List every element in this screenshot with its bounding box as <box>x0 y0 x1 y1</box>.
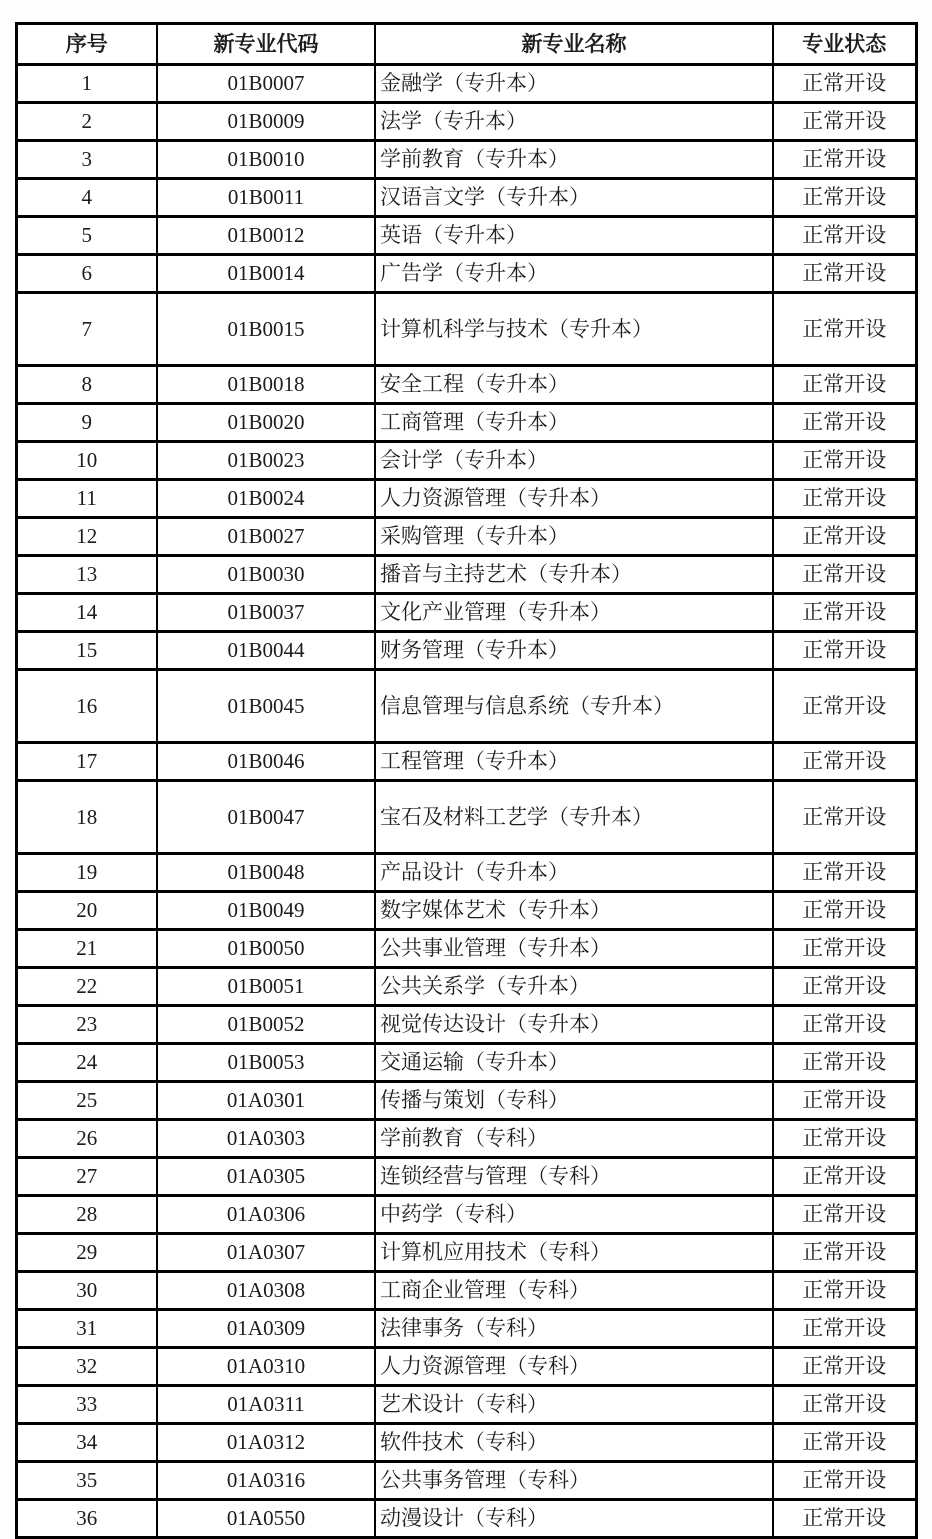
cell-code: 01B0027 <box>157 518 375 556</box>
cell-index: 12 <box>16 518 157 556</box>
table-row <box>16 1462 916 1500</box>
cell-index: 3 <box>16 141 157 179</box>
cell-status: 正常开设 <box>773 556 916 594</box>
cell-status: 正常开设 <box>773 892 916 930</box>
cell-index: 14 <box>16 594 157 632</box>
table-row <box>16 781 916 854</box>
header-cell-status: 专业状态 <box>773 24 916 65</box>
cell-index: 17 <box>16 743 157 781</box>
table-row <box>16 1006 916 1044</box>
cell-name: 人力资源管理（专科） <box>375 1348 773 1386</box>
cell-index: 32 <box>16 1348 157 1386</box>
cell-status: 正常开设 <box>773 1234 916 1272</box>
cell-index: 31 <box>16 1310 157 1348</box>
cell-name: 宝石及材料工艺学（专升本） <box>375 781 773 854</box>
cell-code: 01B0037 <box>157 594 375 632</box>
cell-name: 视觉传达设计（专升本） <box>375 1006 773 1044</box>
table-row <box>16 518 916 556</box>
cell-status: 正常开设 <box>773 65 916 103</box>
table-row <box>16 366 916 404</box>
cell-index: 27 <box>16 1158 157 1196</box>
cell-name: 公共关系学（专升本） <box>375 968 773 1006</box>
cell-code: 01B0024 <box>157 480 375 518</box>
cell-status: 正常开设 <box>773 217 916 255</box>
table-row <box>16 1082 916 1120</box>
cell-code: 01B0015 <box>157 293 375 366</box>
cell-name: 工商企业管理（专科） <box>375 1272 773 1310</box>
cell-code: 01A0316 <box>157 1462 375 1500</box>
cell-name: 汉语言文学（专升本） <box>375 179 773 217</box>
cell-index: 6 <box>16 255 157 293</box>
table-row <box>16 1158 916 1196</box>
table-row <box>16 968 916 1006</box>
cell-status: 正常开设 <box>773 179 916 217</box>
cell-index: 8 <box>16 366 157 404</box>
cell-code: 01A0550 <box>157 1500 375 1538</box>
cell-index: 33 <box>16 1386 157 1424</box>
cell-status: 正常开设 <box>773 930 916 968</box>
cell-index: 13 <box>16 556 157 594</box>
cell-status: 正常开设 <box>773 968 916 1006</box>
cell-code: 01B0018 <box>157 366 375 404</box>
cell-code: 01B0046 <box>157 743 375 781</box>
cell-index: 24 <box>16 1044 157 1082</box>
cell-status: 正常开设 <box>773 366 916 404</box>
cell-name: 金融学（专升本） <box>375 65 773 103</box>
cell-name: 中药学（专科） <box>375 1196 773 1234</box>
cell-code: 01B0049 <box>157 892 375 930</box>
cell-status: 正常开设 <box>773 480 916 518</box>
cell-status: 正常开设 <box>773 1044 916 1082</box>
cell-code: 01B0050 <box>157 930 375 968</box>
cell-name: 动漫设计（专科） <box>375 1500 773 1538</box>
cell-status: 正常开设 <box>773 293 916 366</box>
table-row <box>16 743 916 781</box>
cell-index: 1 <box>16 65 157 103</box>
table-row <box>16 1348 916 1386</box>
cell-index: 20 <box>16 892 157 930</box>
cell-code: 01A0303 <box>157 1120 375 1158</box>
cell-code: 01B0012 <box>157 217 375 255</box>
cell-index: 11 <box>16 480 157 518</box>
cell-status: 正常开设 <box>773 854 916 892</box>
header-row <box>16 24 916 65</box>
cell-index: 23 <box>16 1006 157 1044</box>
table-row <box>16 293 916 366</box>
cell-name: 信息管理与信息系统（专升本） <box>375 670 773 743</box>
cell-index: 25 <box>16 1082 157 1120</box>
cell-code: 01A0310 <box>157 1348 375 1386</box>
cell-code: 01A0311 <box>157 1386 375 1424</box>
cell-status: 正常开设 <box>773 1120 916 1158</box>
cell-index: 35 <box>16 1462 157 1500</box>
cell-code: 01A0312 <box>157 1424 375 1462</box>
cell-code: 01B0053 <box>157 1044 375 1082</box>
table-row <box>16 404 916 442</box>
cell-code: 01B0044 <box>157 632 375 670</box>
cell-name: 产品设计（专升本） <box>375 854 773 892</box>
cell-code: 01B0047 <box>157 781 375 854</box>
cell-name: 会计学（专升本） <box>375 442 773 480</box>
cell-name: 数字媒体艺术（专升本） <box>375 892 773 930</box>
cell-index: 4 <box>16 179 157 217</box>
cell-status: 正常开设 <box>773 1272 916 1310</box>
cell-code: 01B0020 <box>157 404 375 442</box>
table-row <box>16 1424 916 1462</box>
table-row <box>16 442 916 480</box>
table-row <box>16 103 916 141</box>
table-row <box>16 930 916 968</box>
table-row <box>16 141 916 179</box>
table-row <box>16 854 916 892</box>
cell-index: 29 <box>16 1234 157 1272</box>
cell-status: 正常开设 <box>773 1500 916 1538</box>
cell-name: 人力资源管理（专升本） <box>375 480 773 518</box>
cell-code: 01B0010 <box>157 141 375 179</box>
cell-status: 正常开设 <box>773 1196 916 1234</box>
table-row <box>16 179 916 217</box>
cell-code: 01A0306 <box>157 1196 375 1234</box>
header-cell-code: 新专业代码 <box>157 24 375 65</box>
table-row <box>16 255 916 293</box>
table-row <box>16 1234 916 1272</box>
table-row <box>16 1386 916 1424</box>
cell-name: 法学（专升本） <box>375 103 773 141</box>
cell-name: 工程管理（专升本） <box>375 743 773 781</box>
cell-index: 7 <box>16 293 157 366</box>
cell-status: 正常开设 <box>773 781 916 854</box>
cell-code: 01B0011 <box>157 179 375 217</box>
cell-status: 正常开设 <box>773 518 916 556</box>
cell-name: 传播与策划（专科） <box>375 1082 773 1120</box>
cell-status: 正常开设 <box>773 1348 916 1386</box>
majors-table <box>15 22 918 1539</box>
table-row <box>16 1196 916 1234</box>
cell-index: 34 <box>16 1424 157 1462</box>
cell-status: 正常开设 <box>773 594 916 632</box>
cell-code: 01B0048 <box>157 854 375 892</box>
table-row <box>16 1500 916 1538</box>
cell-code: 01B0007 <box>157 65 375 103</box>
cell-name: 学前教育（专升本） <box>375 141 773 179</box>
cell-name: 文化产业管理（专升本） <box>375 594 773 632</box>
table-row <box>16 1310 916 1348</box>
table-row <box>16 892 916 930</box>
cell-status: 正常开设 <box>773 255 916 293</box>
cell-code: 01B0045 <box>157 670 375 743</box>
cell-index: 36 <box>16 1500 157 1538</box>
cell-name: 安全工程（专升本） <box>375 366 773 404</box>
cell-index: 21 <box>16 930 157 968</box>
cell-code: 01A0309 <box>157 1310 375 1348</box>
cell-name: 公共事务管理（专科） <box>375 1462 773 1500</box>
cell-name: 计算机科学与技术（专升本） <box>375 293 773 366</box>
cell-index: 9 <box>16 404 157 442</box>
cell-index: 10 <box>16 442 157 480</box>
cell-index: 2 <box>16 103 157 141</box>
cell-name: 连锁经营与管理（专科） <box>375 1158 773 1196</box>
cell-name: 播音与主持艺术（专升本） <box>375 556 773 594</box>
table-row <box>16 556 916 594</box>
cell-name: 艺术设计（专科） <box>375 1386 773 1424</box>
table-row <box>16 65 916 103</box>
cell-index: 15 <box>16 632 157 670</box>
cell-index: 18 <box>16 781 157 854</box>
cell-status: 正常开设 <box>773 1006 916 1044</box>
cell-name: 公共事业管理（专升本） <box>375 930 773 968</box>
cell-index: 28 <box>16 1196 157 1234</box>
cell-code: 01B0030 <box>157 556 375 594</box>
cell-status: 正常开设 <box>773 103 916 141</box>
cell-status: 正常开设 <box>773 1386 916 1424</box>
cell-status: 正常开设 <box>773 442 916 480</box>
cell-code: 01A0305 <box>157 1158 375 1196</box>
cell-code: 01A0307 <box>157 1234 375 1272</box>
cell-status: 正常开设 <box>773 632 916 670</box>
cell-code: 01B0051 <box>157 968 375 1006</box>
cell-status: 正常开设 <box>773 1462 916 1500</box>
cell-code: 01B0023 <box>157 442 375 480</box>
cell-code: 01B0052 <box>157 1006 375 1044</box>
cell-name: 计算机应用技术（专科） <box>375 1234 773 1272</box>
cell-code: 01A0301 <box>157 1082 375 1120</box>
table-row <box>16 1120 916 1158</box>
cell-index: 5 <box>16 217 157 255</box>
cell-index: 16 <box>16 670 157 743</box>
cell-status: 正常开设 <box>773 1424 916 1462</box>
cell-status: 正常开设 <box>773 670 916 743</box>
cell-code: 01B0014 <box>157 255 375 293</box>
cell-index: 19 <box>16 854 157 892</box>
header-cell-index: 序号 <box>16 24 157 65</box>
cell-index: 22 <box>16 968 157 1006</box>
cell-status: 正常开设 <box>773 1082 916 1120</box>
cell-status: 正常开设 <box>773 1310 916 1348</box>
table-row <box>16 670 916 743</box>
cell-name: 法律事务（专科） <box>375 1310 773 1348</box>
cell-name: 交通运输（专升本） <box>375 1044 773 1082</box>
table-body <box>16 65 916 1538</box>
cell-name: 采购管理（专升本） <box>375 518 773 556</box>
cell-code: 01A0308 <box>157 1272 375 1310</box>
cell-index: 30 <box>16 1272 157 1310</box>
table-row <box>16 632 916 670</box>
table-row <box>16 217 916 255</box>
cell-status: 正常开设 <box>773 743 916 781</box>
cell-name: 财务管理（专升本） <box>375 632 773 670</box>
cell-name: 工商管理（专升本） <box>375 404 773 442</box>
cell-name: 广告学（专升本） <box>375 255 773 293</box>
cell-index: 26 <box>16 1120 157 1158</box>
table-row <box>16 480 916 518</box>
cell-code: 01B0009 <box>157 103 375 141</box>
table-row <box>16 594 916 632</box>
table-row <box>16 1272 916 1310</box>
cell-status: 正常开设 <box>773 141 916 179</box>
header-cell-name: 新专业名称 <box>375 24 773 65</box>
cell-status: 正常开设 <box>773 1158 916 1196</box>
table-row <box>16 1044 916 1082</box>
cell-status: 正常开设 <box>773 404 916 442</box>
cell-name: 学前教育（专科） <box>375 1120 773 1158</box>
cell-name: 英语（专升本） <box>375 217 773 255</box>
cell-name: 软件技术（专科） <box>375 1424 773 1462</box>
